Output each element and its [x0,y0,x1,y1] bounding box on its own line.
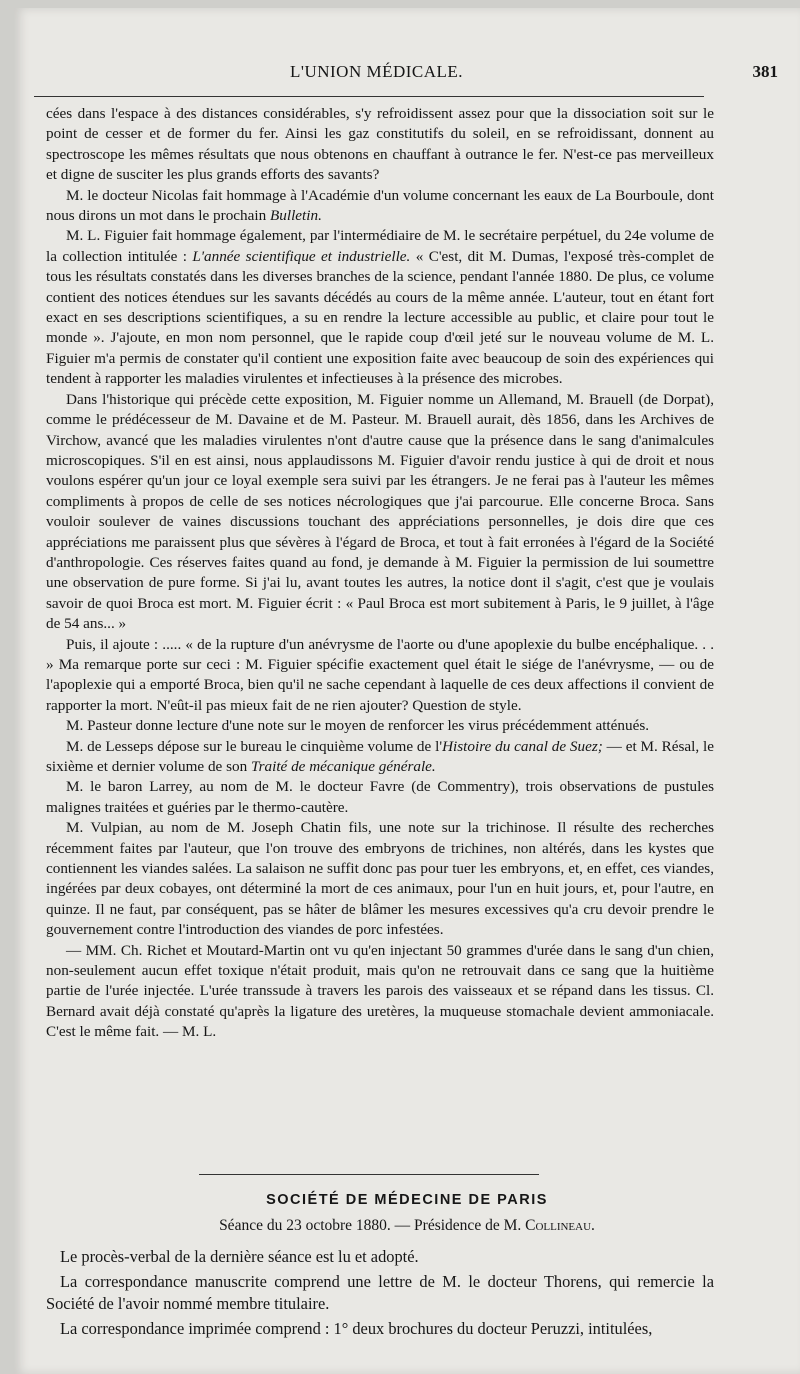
paragraph-text: M. le baron Larrey, au nom de M. le docteur Favre (de Commentry), trois observations de pustules malignes traitées et guéries par le thermo-cautère. [46,778,714,816]
session-date: Séance du 23 octobre 1880. — Présidence de M. [219,1217,526,1234]
section-title: SOCIÉTÉ DE MÉDECINE DE PARIS [266,1192,548,1208]
section-divider [199,1174,539,1175]
paragraph-text: Puis, il ajoute : ..... « de la rupture d'un anévrysme de l'aorte ou d'une apoplexie du bulbe encéphalique. . . » Ma remarque porte sur ceci : M. Figuier spécifie exactement quel était le siége de l'anévrysme, — ou de l'apoplexie qui a emporté Broca, bien qu'il ne sache cependant à laquelle de ces deux affections il convient de rapporter la mort. N'eût-il pas mieux fait de ne rien ajouter? Question de style. [46,635,714,714]
session-line [14,1217,800,1235]
president-name: Collineau. [525,1217,595,1234]
minutes-paragraph: La correspondance manuscrite comprend une lettre de M. le docteur Thorens, qui remercie la Société de l'avoir nommé membre titulaire. [46,1272,714,1313]
italic-title: Histoire du canal de Suez; [442,737,603,755]
article-paragraph [46,390,714,635]
paragraph-text: M. le docteur Nicolas fait hommage à l'Académie d'un volume concernant les eaux de La Bourboule, dont nous dirons un mot dans le prochain [46,186,714,225]
article-paragraph [46,777,714,818]
paragraph-text: — MM. Ch. Richet et Moutard-Martin ont vu qu'en injectant 50 grammes d'urée dans le sang d'un chien, non-seulement aucun effet toxique n'était produit, mais qu'on ne retrouvait dans ce sang que la huitième partie de l'urée injectée. L'urée transsude à travers les parois des vaisseaux et se répand dans les tissus. Cl. Bernard avait déjà constaté qu'après la ligature des uretères, la muqueuse stomachale devient ammoniacale. C'est le même fait. — M. L. [46,941,714,1041]
paragraph-text: M. de Lesseps dépose sur le bureau le cinquième volume de l' [66,737,443,755]
minutes-paragraph: La correspondance imprimée comprend : 1° deux brochures du docteur Peruzzi, intitulées, [60,1319,653,1338]
paragraph-text: Dans l'historique qui précède cette exposition, M. Figuier nomme un Allemand, M. Brauell (de Dorpat), comme le prédécesseur de M. Davaine et de M. Pasteur. M. Brauell aurait, dès 1856, dans les Archives de Virchow, avancé que les maladies virulentes n'ont d'autre cause que la présence dans le sang d'animalcules microscopiques. S'il en est ainsi, nous applaudissons M. Figuier d'avoir rendu justice à qui de droit et nous voulons espérer qu'un jour ce loyal exemple sera suivi par les étrangers. Je ne ferai pas à l'auteur les mêmes compliments à propos de celle de ses notices nécrologiques que j'ai parcourue. Elle concerne Broca. Sans vouloir soulever de vaines discussions touchant des appréciations personnelles, je dois dire que ces appréciations me paraissent plus que sévères à l'égard de Broca, et tout à fait erronées à l'égard de la Société d'anthropologie. Ces réserves faites quand au fond, je demande à M. Figuier la permission de lui soumettre une observation de pure forme. Si j'ai lu, avant toutes les autres, la notice dont il s'agit, c'est que je voulais savoir de quoi Broca est mort. M. Figuier écrit : « Paul Broca est mort subitement à Paris, le 9 juillet, à l'âge de 54 ans... » [46,390,714,633]
running-header [50,58,784,90]
italic-title: Bulletin. [270,207,322,225]
page-sheet [14,8,800,1374]
minutes-paragraph: Le procès-verbal de la dernière séance est lu et adopté. [60,1247,419,1266]
article-paragraph [46,941,714,1043]
paragraph-text: « C'est, dit M. Dumas, l'exposé très-complet de tous les résultats constatés dans les diverses branches de la science, pendant l'année 1880. De plus, ce volume contient des notices étendues sur les savants décédés au cours de la même année. L'auteur, tout en étant fort exact en ses descriptions scientifiques, a su en rendre la lecture accessible au public, et claire pour tout le monde ». J'ajoute, en mon nom personnel, que le rapide coup d'œil jeté sur le nouveau volume de M. L. Figuier m'a permis de constater qu'il contient une exposition faite avec beaucoup de soin des expériences qui tendent à rapporter les maladies virulentes et infectieuses à la présence des microbes. [46,247,714,388]
article-body [46,104,714,1043]
paragraph-text: M. L. Figuier fait hommage également, par l'intermédiaire de M. le secrétaire perpétuel, du 24e volume de la collection intitulée : [46,227,714,265]
article-paragraph [46,226,714,389]
page-number: 381 [752,62,778,81]
header-rule [34,96,704,97]
article-paragraph [46,716,714,736]
italic-title: L'année scientifique et industrielle. [192,247,411,265]
paragraph-text: cées dans l'espace à des distances considérables, s'y refroidissent assez pour que la dissociation soit sur le point de cesser et de former du fer. Ainsi les gaz constitutifs du soleil, en se refroidissant, donnent au spectroscope les mêmes résultats que nous obtenons en chauffant à outrance le fer. N'est-ce pas merveilleux et digne de susciter les plus grands efforts des savants? [46,105,714,184]
article-paragraph [46,635,714,717]
journal-title: L'UNION MÉDICALE. [290,62,464,81]
paragraph-text: M. Pasteur donne lecture d'une note sur le moyen de renforcer les virus précédemment atténués. [66,717,650,735]
article-paragraph [46,186,714,227]
paragraph-text: M. Vulpian, au nom de M. Joseph Chatin fils, une note sur la trichinose. Il résulte des recherches récemment faites par l'auteur, que l'on trouve des embryons de trichines, non altérés, dans les kystes que contiennent les viandes salées. La salaison ne suffit donc pas pour tuer les embryons, et, en effet, ces viandes, ingérées par deux cobayes, ont déterminé la mort de ces animaux, pour l'un en huit jours, et, pour l'autre, en quinze. Il ne faut, par conséquent, pas se hâter de blâmer les mesures excessives qu'a cru devoir prendre le gouvernement contre l'introduction des viandes de porc infestées. [46,819,714,939]
article-paragraph [46,818,714,940]
article-paragraph [46,104,714,186]
article-paragraph [46,737,714,778]
paragraph-text: — et M. Résal, le sixième et dernier volume de son [46,737,714,775]
italic-title: Traité de mécanique générale. [250,758,436,775]
society-minutes [46,1246,714,1343]
